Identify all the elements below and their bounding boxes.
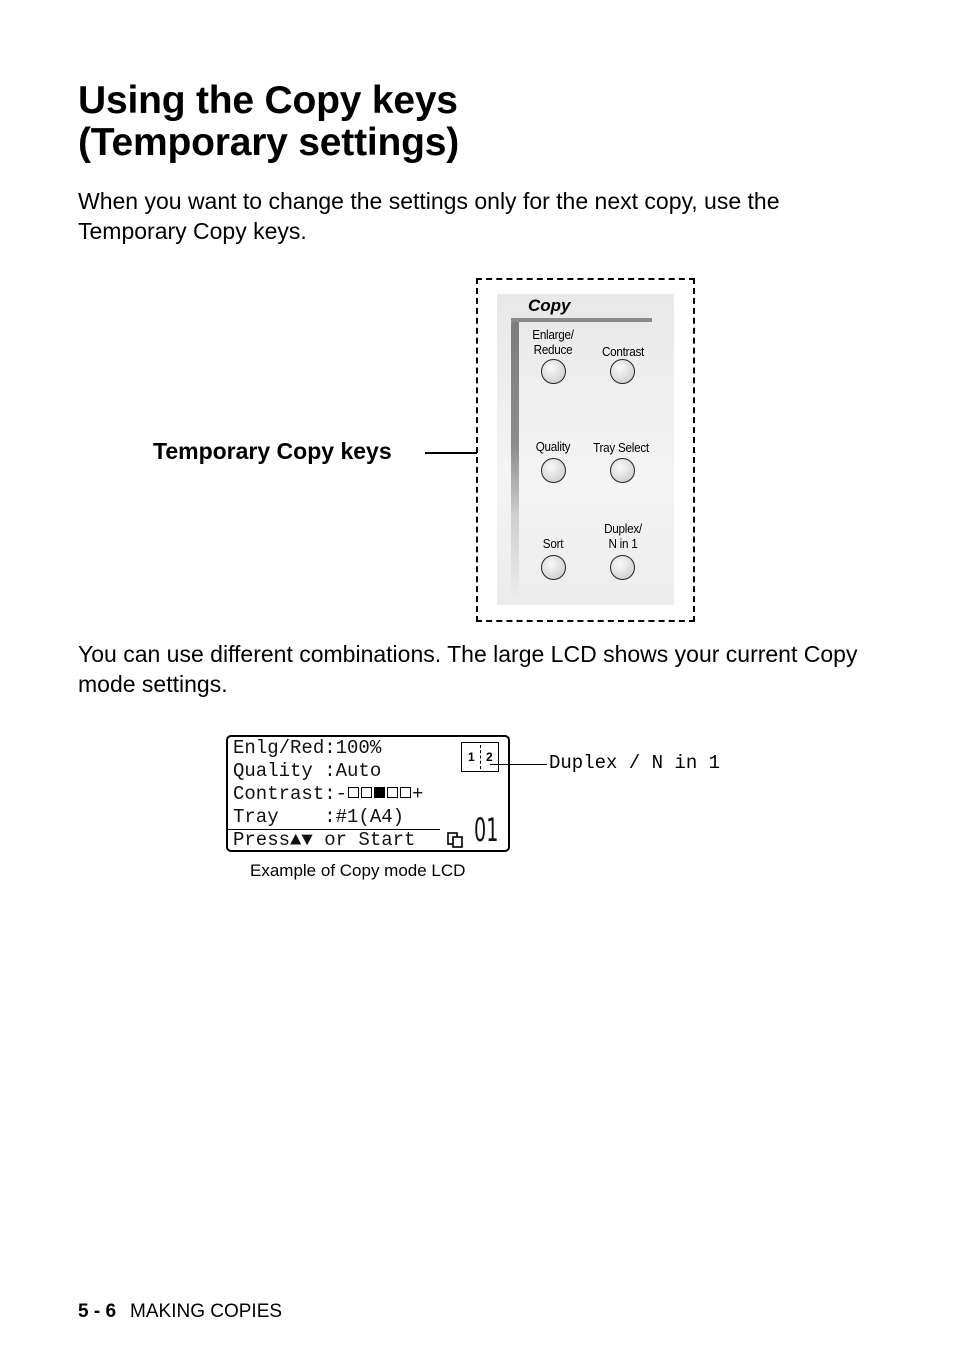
lcd-line-prompt: Press▲▼ or Start bbox=[233, 829, 416, 851]
callout-leader-line bbox=[425, 452, 477, 454]
page-number-left: 1 bbox=[468, 750, 475, 764]
lcd-line-contrast bbox=[233, 783, 423, 806]
duplex-n-in-1-button[interactable] bbox=[610, 555, 635, 580]
duplex-page-icon bbox=[461, 742, 499, 772]
page-number-right: 2 bbox=[486, 750, 493, 764]
key-label-sort bbox=[517, 536, 589, 551]
page-number: 5 - 6 bbox=[78, 1301, 117, 1322]
panel-bracket-top bbox=[511, 318, 652, 322]
sort-button[interactable] bbox=[541, 555, 566, 580]
key-label-contrast bbox=[587, 344, 659, 359]
key-label-tray-select bbox=[585, 440, 657, 455]
contrast-step bbox=[348, 787, 359, 798]
contrast-step bbox=[400, 787, 411, 798]
temporary-copy-keys-callout: Temporary Copy keys bbox=[153, 438, 392, 464]
panel-title: Copy bbox=[528, 296, 571, 315]
key-label-line: Tray Select bbox=[593, 440, 649, 455]
lcd-line-enlarge: Enlg/Red:100% bbox=[233, 737, 382, 759]
lcd-caption: Example of Copy mode LCD bbox=[250, 861, 466, 880]
tray-select-button[interactable] bbox=[610, 458, 635, 483]
copy-control-panel bbox=[497, 294, 674, 605]
key-label-duplex bbox=[587, 521, 659, 551]
lcd-callout-leader bbox=[490, 764, 547, 765]
lcd-contrast-plus: + bbox=[412, 783, 424, 805]
key-label-line: Enlarge/ bbox=[532, 327, 574, 342]
contrast-step bbox=[387, 787, 398, 798]
contrast-button[interactable] bbox=[610, 359, 635, 384]
contrast-level-indicator bbox=[347, 783, 412, 805]
page-divider bbox=[480, 745, 481, 769]
combinations-paragraph: You can use different combinations. The large LCD shows your current Copy mode settings. bbox=[78, 641, 858, 697]
contrast-step bbox=[361, 787, 372, 798]
lcd-line-tray: Tray :#1(A4) bbox=[233, 806, 405, 828]
key-label-enlarge-reduce bbox=[517, 327, 589, 357]
lcd-contrast-label: Contrast:- bbox=[233, 783, 348, 805]
key-label-line: Contrast bbox=[601, 344, 645, 359]
key-label-line: Reduce bbox=[533, 342, 573, 357]
page-title bbox=[78, 80, 459, 164]
copies-icon bbox=[447, 832, 463, 848]
chapter-name: MAKING COPIES bbox=[130, 1301, 283, 1322]
intro-paragraph: When you want to change the settings only for the next copy, use the Temporary Copy keys. bbox=[78, 188, 780, 244]
page-title-line-2: (Temporary settings) bbox=[78, 121, 460, 164]
key-label-line: N in 1 bbox=[608, 536, 638, 551]
quality-button[interactable] bbox=[541, 458, 566, 483]
duplex-callout: Duplex / N in 1 bbox=[549, 752, 721, 774]
key-label-quality bbox=[517, 439, 589, 454]
key-label-line: Duplex/ bbox=[604, 521, 642, 536]
lcd-screen bbox=[226, 735, 510, 852]
panel-bracket-side bbox=[511, 320, 519, 600]
page-title-line-1: Using the Copy keys bbox=[78, 79, 458, 122]
page-footer bbox=[78, 1300, 282, 1324]
enlarge-reduce-button[interactable] bbox=[541, 359, 566, 384]
key-label-line: Quality bbox=[535, 439, 571, 454]
lcd-line-quality: Quality :Auto bbox=[233, 760, 382, 782]
key-label-line: Sort bbox=[542, 536, 564, 551]
contrast-step-active bbox=[374, 787, 385, 798]
copies-count: 01 bbox=[474, 811, 499, 849]
